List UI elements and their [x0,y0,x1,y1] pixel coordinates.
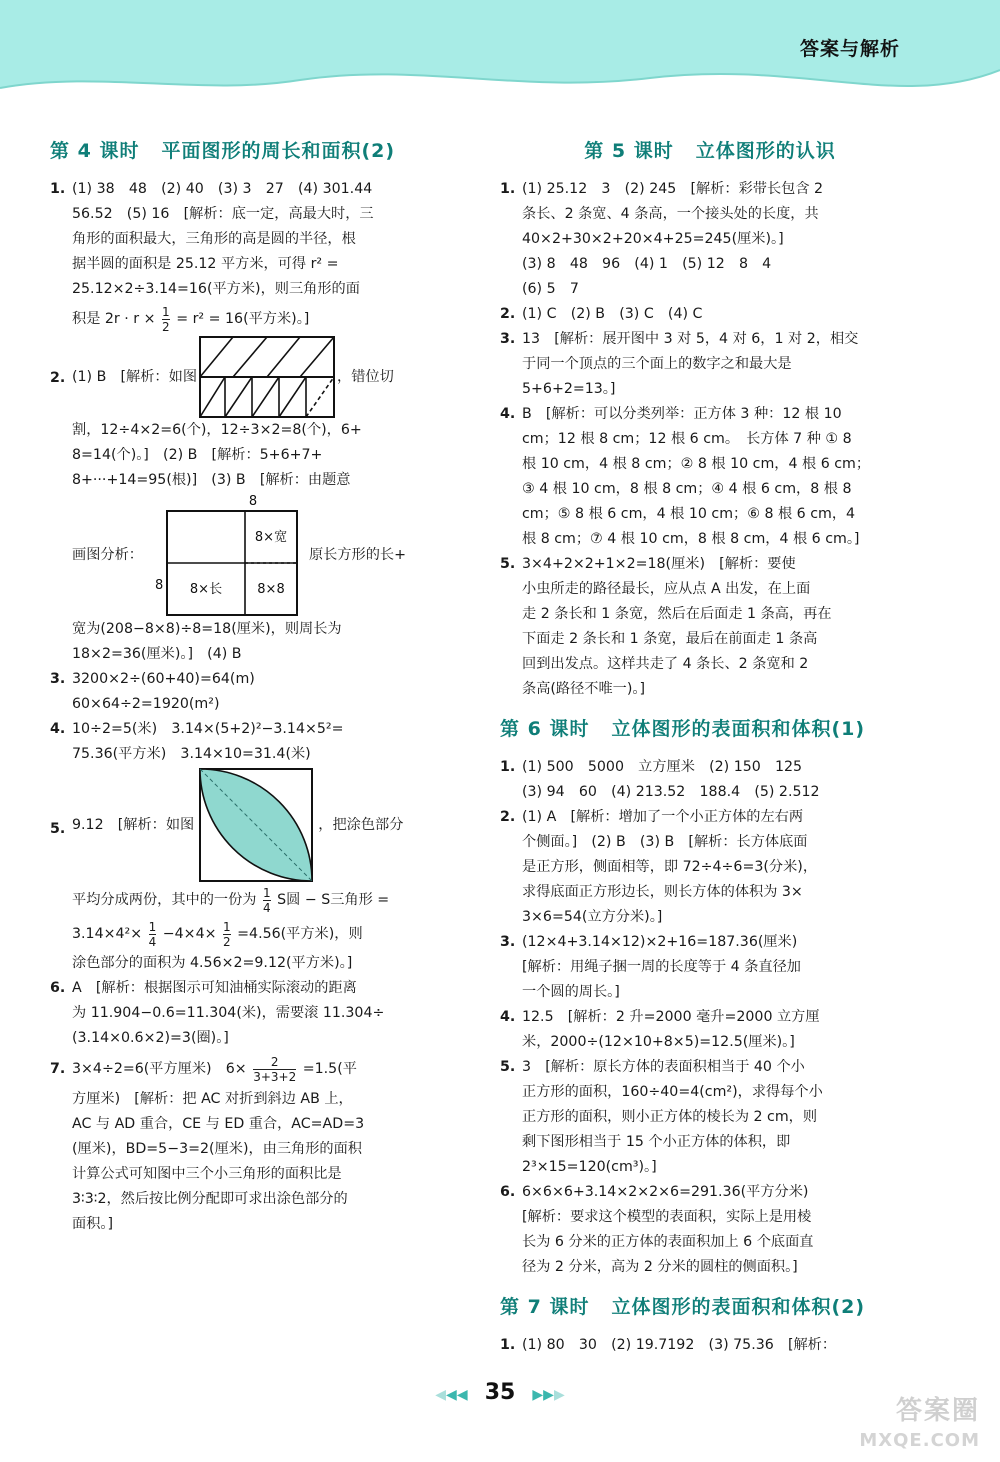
rect-cell-width: 8×宽 [254,530,288,545]
answer-item [50,1051,468,1237]
answer-item [50,667,468,717]
answer-line: 10÷2=5(米) 3.14×(5+2)²−3.14×5²= [72,721,344,737]
item-index: 6. [50,980,66,996]
answer-line: (6) 5 7 [522,281,579,297]
answer-line: 条高(路径不唯一)。] [522,681,646,697]
text-part: S圆 − S三角形 = [277,892,390,908]
answer-line: 25.12×2÷3.14=16(平方米)，则三角形的面 [72,281,360,297]
answer-line: (1) 38 48 (2) 40 (3) 3 27 (4) 301.44 [72,181,373,197]
answer-item [500,1180,920,1280]
answer-line: (1) 80 30 (2) 19.7192 (3) 75.36 [解析： [522,1337,837,1353]
arrow-right-icon: ▶▶ [532,1387,554,1403]
answer-line [72,883,468,917]
fraction [253,1055,296,1084]
right-column [500,136,920,1358]
numerator: 1 [148,919,157,934]
text-part: =1.5(平 [302,1061,357,1077]
item-index: 2. [500,809,516,825]
answer-line: 长为 6 分米的正方体的表面积加上 6 个底面直 [522,1234,814,1250]
lesson-4-heading [50,136,468,163]
item-index: 1. [500,181,516,197]
answer-item [50,177,468,336]
answer-item [500,1055,920,1180]
item-index: 5. [50,821,66,837]
rectangle-analysis-figure [151,493,301,617]
numerator: 1 [162,304,170,319]
item-index: 3. [50,671,66,687]
answer-line: [解析：要求这个模型的表面积，实际上是用棱 [522,1209,812,1225]
item-index: 2. [50,370,66,386]
answer-item [50,336,468,493]
leaf-shaded-figure [198,767,314,883]
lesson-number: 第 6 课时 [500,718,590,740]
answer-line [72,1051,468,1087]
rect-cell-length: 8×长 [189,582,223,597]
item-index: 1. [50,181,66,197]
answer-line: 3×6=54(立方分米)。] [522,909,663,925]
fraction [149,920,157,949]
answer-line: 一个圆的周长。] [522,984,620,1000]
lesson-number: 第 7 课时 [500,1296,590,1318]
answer-line: 是正方形，侧面相等，即 72÷4÷6=3(分米)， [522,859,818,875]
answer-line: 13 [解析：展开图中 3 对 5，4 对 6，1 对 2，相交 [522,331,859,347]
answer-line: 条长、2 条宽、4 条高，一个接头处的长度，共 [522,206,819,222]
answer-line: 小虫所走的路径最长，应从点 A 出发，在上面 [522,581,811,597]
answer-line: 方厘米) [解析：把 AC 对折到斜边 AB 上， [72,1091,353,1107]
text-part: 画图分析： [72,546,143,563]
item-index: 5. [500,556,516,572]
text-part: =4.56(平方米)，则 [237,926,363,942]
answer-line: 涂色部分的面积为 4.56×2=9.12(平方米)。] [72,955,353,971]
answer-line: 6×6×6+3.14×2×2×6=291.36(平方分米) [522,1184,809,1200]
answer-line: (1) A [解析：增加了一个小正方体的左右两 [522,809,804,825]
answer-line [72,302,468,336]
header-banner [0,0,1000,130]
answer-line: 3∶3∶2，然后按比例分配即可求出涂色部分的 [72,1191,348,1207]
answer-line: 3 [解析：原长方体的表面积相当于 40 个小 [522,1059,805,1075]
answer-line: 据半圆的面积是 25.12 平方米，可得 r² = [72,256,339,272]
text-part: 9.12 [解析：如图 [72,816,195,833]
item-index: 5. [500,1059,516,1075]
fraction [263,886,271,915]
answer-line: 为 11.904−0.6=11.304(米)，需要滚 11.304÷ [72,1005,385,1021]
answer-item [50,767,468,976]
answer-line: (3.14×0.6×2)=3(圈)。] [72,1030,229,1046]
answer-item [500,1333,920,1358]
numerator: 1 [223,919,231,934]
text-part: 积是 2r · r × [72,311,156,327]
page-footer [0,1380,1000,1405]
answer-line: 径为 2 分米，高为 2 分米的圆柱的侧面积。] [522,1259,798,1275]
answer-line: 12.5 [解析：2 升=2000 毫升=2000 立方厘 [522,1009,820,1025]
lesson-7-heading [500,1292,920,1319]
answer-line: 下面走 2 条长和 1 条宽，最后在前面走 1 条高 [522,631,818,647]
answer-line: B [解析：可以分类列举：正方体 3 种：12 根 10 [522,406,842,422]
item-index: 4. [50,721,66,737]
answer-line: 宽为(208−8×8)÷8=18(厘米)，则周长为 [72,621,342,637]
text-part: 3.14×4²× [72,926,143,942]
watermark-url: MXQE.COM [859,1430,980,1451]
answer-line: AC 与 AD 重合，CE 与 ED 重合，AC=AD=3 [72,1116,365,1132]
answer-item [500,1005,920,1055]
answer-item [500,805,920,930]
answer-line: 正方形的面积，160÷40=4(cm²)，求得每个小 [522,1084,823,1100]
answer-line: (1) 25.12 3 (2) 245 [解析：彩带长包含 2 [522,181,824,197]
triangle-grid-figure [199,336,335,418]
answer-line: 面积。] [72,1216,113,1232]
lesson-5-heading [500,136,920,163]
answer-line: (3) 8 48 96 (4) 1 (5) 12 8 4 [522,256,772,272]
answer-line: 走 2 条长和 1 条宽，然后在后面走 1 条高，再在 [522,606,832,622]
text-part: (1) B [解析：如图 [72,368,198,385]
lesson-number: 第 5 课时 [584,140,674,162]
answer-line: 8=14(个)。] (2) B [解析：5+6+7+ [72,447,323,463]
answer-item [500,402,920,552]
arrow-right-icon: ▶ [553,1387,565,1403]
answer-line: 18×2=36(厘米)。] (4) B [72,646,242,662]
item-index: 3. [500,934,516,950]
text-part: 原长方形的长+ [308,546,406,563]
answer-line: (1) 500 5000 立方厘米 (2) 150 125 [522,759,803,775]
answer-line [72,493,468,617]
answer-line: cm；⑤ 8 根 6 cm，4 根 10 cm；⑥ 8 根 6 cm，4 [522,506,856,522]
answer-line: A [解析：根据图示可知油桶实际滚动的距离 [72,980,357,996]
denominator: 4 [262,900,271,915]
answer-line: 3×4+2×2+1×2=18(厘米) [解析：要使 [522,556,796,572]
item-index: 6. [500,1184,516,1200]
lesson-title: 立体图形的表面积和体积(2) [611,1296,866,1318]
item-index: 1. [500,759,516,775]
answer-line: (厘米)，BD=5−3=2(厘米)，由三角形的面积 [72,1141,362,1157]
answer-line: 2³×15=120(cm³)。] [522,1159,657,1175]
fraction [223,920,231,949]
header-title: 答案与解析 [799,38,900,60]
answer-line: 正方形的面积，则小正方体的棱长为 2 cm，则 [522,1109,818,1125]
arrow-left-icon: ◀◀ [446,1387,468,1403]
item-index: 4. [500,406,516,422]
fraction [162,305,170,334]
answer-line: 角形的面积最大，三角形的高是圆的半径，根 [72,231,356,247]
answer-item [500,327,920,402]
answer-item [50,493,468,667]
item-index: 1. [500,1337,516,1353]
answer-line [72,917,468,951]
numerator: 2 [270,1054,279,1069]
answer-line: 3200×2÷(60+40)=64(m) [72,671,255,687]
answer-line: 个侧面。] (2) B (3) B [解析：长方体底面 [522,834,808,850]
answer-line: [解析：用绳子捆一周的长度等于 4 条直径加 [522,959,801,975]
answer-line [72,767,468,883]
answer-line: cm；12 根 8 cm；12 根 6 cm。 长方体 7 种 ① 8 [522,431,852,447]
rect-left-label: 8 [154,578,164,593]
answer-line: 56.52 (5) 16 [解析：底一定，高最大时，三 [72,206,374,222]
arrow-left-icon: ◀ [435,1387,447,1403]
answer-line: 米，2000÷(12×10+8×5)=12.5(厘米)。] [522,1034,795,1050]
answer-line: 75.36(平方米) 3.14×10=31.4(米) [72,746,311,762]
lesson-title: 立体图形的表面积和体积(1) [611,718,866,740]
denominator: 2 [162,319,170,334]
answer-line: 割，12÷4×2=6(个)，12÷3×2=8(个)，6+ [72,422,362,438]
answer-line: 8+···+14=95(根)] (3) B [解析：由题意 [72,472,351,488]
rect-top-label: 8 [248,494,258,509]
answer-item [500,552,920,702]
answer-line: 根 8 cm；⑦ 4 根 10 cm，8 根 8 cm，4 根 6 cm。] [522,531,860,547]
text-part: 3×4÷2=6(平方厘米) 6× [72,1061,247,1077]
page-number: 35 [484,1380,516,1405]
item-index: 2. [500,306,516,322]
denominator: 2 [223,934,231,949]
answer-item [500,302,920,327]
answer-line: (3) 94 60 (4) 213.52 188.4 (5) 2.512 [522,784,820,800]
answer-line: 5+6+2=13。] [522,381,616,397]
answer-line: 求得底面正方形边长，则长方体的体积为 3× [522,884,803,900]
rect-cell-square: 8×8 [257,582,285,597]
numerator: 1 [262,885,271,900]
answer-item [50,976,468,1051]
denominator: 4 [148,934,157,949]
text-part: −4×4× [162,926,217,942]
answer-item [500,755,920,805]
answer-line [72,336,468,418]
text-part: 平均分成两份，其中的一份为 [72,892,257,908]
text-part: = r² = 16(平方米)。] [176,311,310,327]
lesson-title: 立体图形的认识 [695,140,836,162]
item-index: 7. [50,1061,66,1077]
item-index: 3. [500,331,516,347]
lesson-title: 平面图形的周长和面积(2) [161,140,396,162]
answer-line: (12×4+3.14×12)×2+16=187.36(厘米) [522,934,798,950]
lesson-6-heading [500,714,920,741]
answer-item [500,930,920,1005]
item-index: 4. [500,1009,516,1025]
watermark-logo: 答案圈 [895,1396,980,1426]
text-part: ，把涂色部分 [318,816,404,833]
answer-line: 剩下图形相当于 15 个小正方体的体积，即 [522,1134,791,1150]
left-column [50,136,468,1237]
answer-line: 于同一个顶点的三个面上的数字之和最大是 [522,356,792,372]
answer-line: 根 10 cm，4 根 8 cm；② 8 根 10 cm，4 根 6 cm； [522,456,871,472]
text-part: ，错位切 [337,368,394,385]
answer-line: 40×2+30×2+20×4+25=245(厘米)。] [522,231,784,247]
lesson-number: 第 4 课时 [50,140,140,162]
answer-item [50,717,468,767]
answer-line: (1) C (2) B (3) C (4) C [522,306,703,322]
answer-line: 60×64÷2=1920(m²) [72,696,220,712]
denominator: 3+3+2 [253,1069,297,1084]
answer-line: 回到出发点。这样共走了 4 条长、2 条宽和 2 [522,656,809,672]
answer-line: 计算公式可知图中三个小三角形的面积比是 [72,1166,342,1182]
answer-item [500,177,920,302]
answer-line: ③ 4 根 10 cm，8 根 8 cm；④ 4 根 6 cm，8 根 8 [522,481,852,497]
